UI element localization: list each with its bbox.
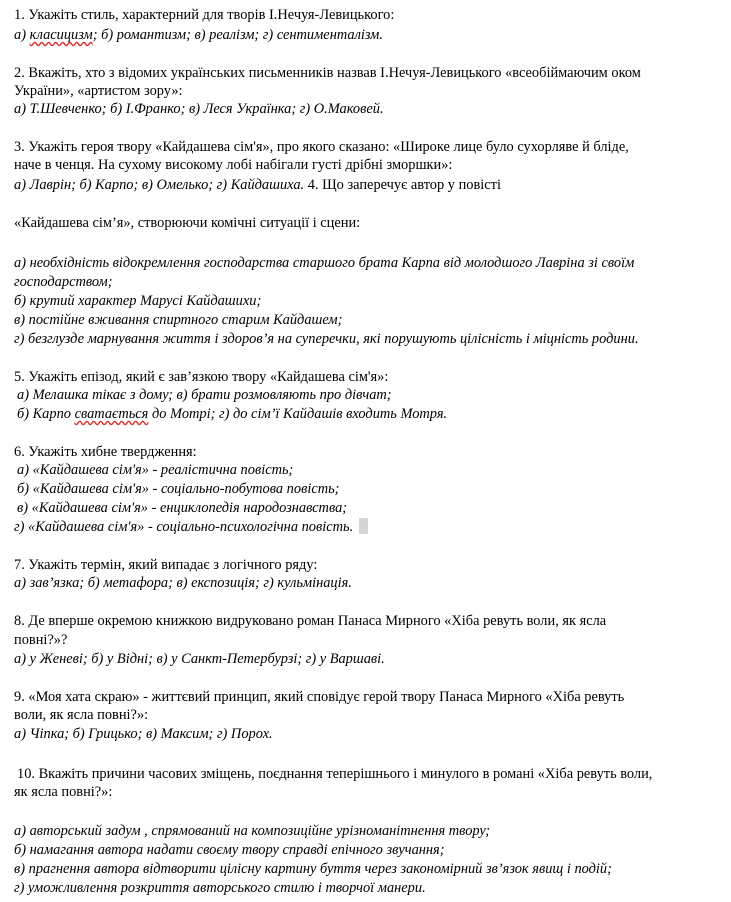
q1-options: а) класицизм; б) романтизм; в) реалізм; г) сентименталізм. [14, 27, 383, 43]
q3-options: а) Лаврін; б) Карпо; в) Омелько; г) Кайдашиха. 4. Що заперечує автор у повісті [14, 177, 501, 193]
q2-options: а) Т.Шевченко; б) І.Франко; в) Леся Українка; г) О.Маковей. [14, 101, 384, 117]
text-cursor [359, 518, 368, 534]
q1-question: 1. Укажіть стиль, характерний для творів І.Нечуя-Левицького: [14, 7, 395, 23]
q6-option-a: а) «Кайдашева сім'я» - реалістична повість; [17, 462, 294, 478]
q10-option-b: б) намагання автора надати своєму твору справді епічного звучання; [14, 842, 445, 858]
q8-options: а) у Женеві; б) у Відні; в) у Санкт-Петербурзі; г) у Варшаві. [14, 651, 385, 667]
q6-question: 6. Укажіть хибне твердження: [14, 444, 197, 460]
q5-question: 5. Укажіть епізод, який є зав’язкою твору «Кайдашева сім'я»: [14, 369, 389, 385]
q4-option-c: в) постійне вживання спиртного старим Кайдашем; [14, 312, 343, 328]
q4-option-d: г) безглузде марнування життя і здоров’я на суперечки, які порушують цілісність і міцність родини. [14, 331, 639, 347]
q6-option-c: в) «Кайдашева сім'я» - енциклопедія народознавства; [17, 500, 348, 516]
q4-question: «Кайдашева сім’я», створюючи комічні ситуації і сцени: [14, 215, 361, 231]
q2-question-line1: 2. Вкажіть, хто з відомих українських письменників назвав І.Нечуя-Левицького «всеобіймаючим оком [14, 65, 641, 81]
q10-option-c: в) прагнення автора відтворити цілісну картину буття через закономірний зв’язок явищ і подій; [14, 861, 612, 877]
q10-question-line1: 10. Вкажіть причини часових зміщень, поєднання теперішнього і минулого в романі «Хіба ревуть воли, [17, 766, 653, 782]
q3-question-line1: 3. Укажіть героя твору «Кайдашева сім'я», про якого сказано: «Широке лице було сухорляве й бліде, [14, 139, 629, 155]
q10-option-d: г) уможливлення розкриття авторського стилю і творчої манери. [14, 880, 426, 896]
q6-option-b: б) «Кайдашева сім'я» - соціально-побутова повість; [17, 481, 340, 497]
q3-question-line2: наче в ченця. На сухому високому лобі набігали густі дрібні зморшки»: [14, 157, 453, 173]
spellcheck-mark: класицизм [29, 27, 93, 43]
q8-question-line2: повні?»? [14, 632, 68, 648]
q2-question-line2: України», «артистом зору»: [14, 83, 183, 99]
q7-options: а) зав’язка; б) метафора; в) експозиція; г) кульмінація. [14, 575, 352, 591]
q7-question: 7. Укажіть термін, який випадає з логічного ряду: [14, 557, 318, 573]
q9-question-line2: воли, як ясла повні?»: [14, 707, 149, 723]
q4-option-a-line2: господарством; [14, 274, 113, 290]
q9-options: а) Чіпка; б) Грицько; в) Максим; г) Порох. [14, 726, 273, 742]
q5-options-line2: б) Карпо сватається до Мотрі; г) до сім’ї Кайдашів входить Мотря. [17, 406, 448, 422]
q8-question-line1: 8. Де вперше окремою книжкою видруковано роман Панаса Мирного «Хіба ревуть воли, як ясла [14, 613, 607, 629]
q4-option-a-line1: а) необхідність відокремлення господарства старшого брата Карпа від молодшого Лавріна зі своїм [14, 255, 635, 271]
spellcheck-mark: сватається [74, 406, 149, 422]
q10-option-a: а) авторський задум , спрямований на композиційне урізноманітнення твору; [14, 823, 491, 839]
q4-option-b: б) крутий характер Марусі Кайдашихи; [14, 293, 262, 309]
q10-question-line2: як ясла повні?»: [14, 784, 113, 800]
q6-option-d: г) «Кайдашева сім'я» - соціально-психологічна повість. [14, 518, 368, 536]
q9-question-line1: 9. «Моя хата скраю» - життєвий принцип, який сповідує герой твору Панаса Мирного «Хіба ревуть [14, 689, 625, 705]
q5-options-line1: а) Мелашка тікає з дому; в) брати розмовляють про дівчат; [17, 387, 392, 403]
